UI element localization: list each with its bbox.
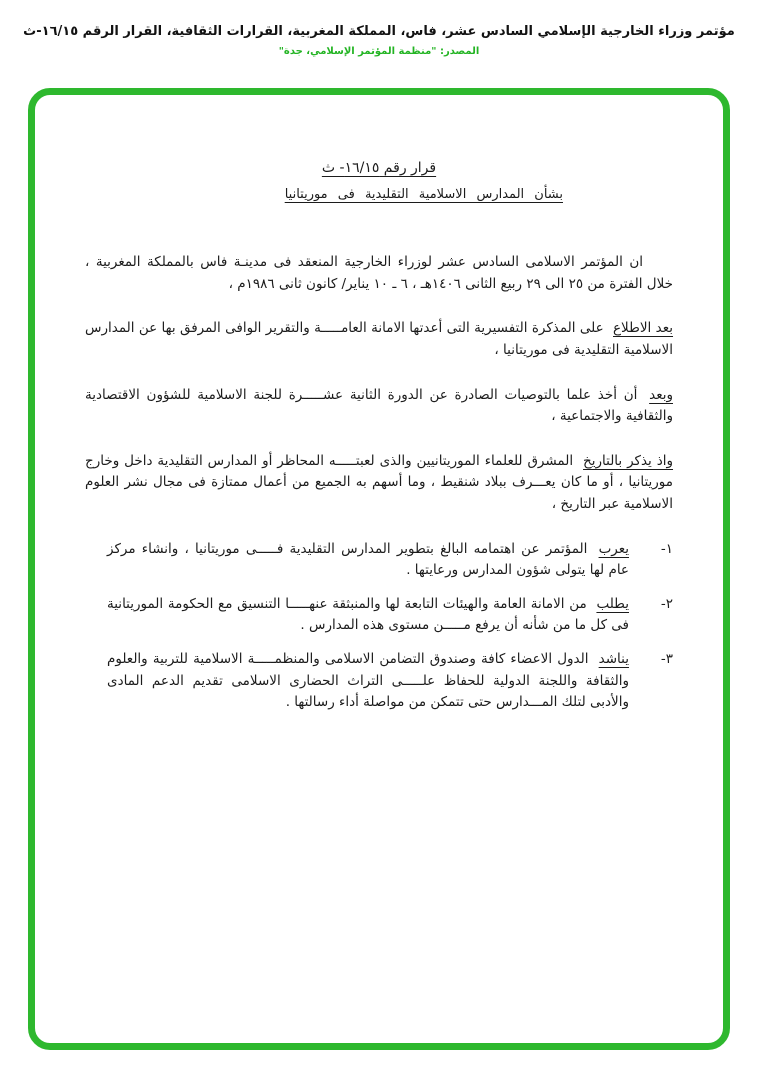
resolution-subject-text: بشأن المدارس الاسلامية التقليدية فى موريتانيا xyxy=(284,187,563,203)
item-lead: يعرب xyxy=(598,540,629,557)
item-body: المؤتمر عن اهتمامه البالغ بتطوير المدارس التقليدية فـــــى موريتانيا ، وانشاء مركز عام لها يتولى شؤون المدارس ورعايتها . xyxy=(107,540,629,579)
item-text xyxy=(107,539,629,582)
paragraph-text: ان المؤتمر الاسلامى السادس عشر لوزراء الخارجية المنعقد فى مدينـة فاس بالمملكة المغربية ، خلال الفترة من ٢٥ الى ٢٩ ربيع الثانى ١٤٠٦هـ ، ٦ ـ ١٠ يناير/ كانون ثانى ١٩٨٦م ، xyxy=(85,254,673,292)
item-number: ٢- xyxy=(660,595,673,612)
resolution-number-text: قرار رقم ١٦/١٥- ث xyxy=(321,160,437,176)
item-number: ١- xyxy=(660,540,673,557)
list-item xyxy=(107,594,673,637)
paragraph-having-examined xyxy=(85,318,673,361)
scanned-document-frame xyxy=(28,88,730,1050)
paragraph-text: المشرق للعلماء الموريتانيين والذى لعبتـــــه المحاظر أو المدارس التقليدية داخل وخارج موريتانيا ، أو ما كان يعـــرف ببلاد شنقيط ، وما أسهم به الجميع من أعمال ممتازة فى مجال نشر العلوم الاسلامية عبر التاريخ ، xyxy=(85,452,673,512)
list-item xyxy=(107,539,673,582)
paragraph-lead: واذ يذكر بالتاريخ xyxy=(583,452,674,469)
item-lead: يطلب xyxy=(596,595,629,612)
paragraph-lead: بعد الاطلاع xyxy=(613,320,674,337)
item-body: الدول الاعضاء كافة وصندوق التضامن الاسلامى والمنظمـــــة الاسلامية للتربية والعلوم والثقافة واللجنة الدولية للحفاظ علـــــى التراث الحضارى الاسلامى تقديم الدعم المادى والأدبى لتلك المـــدارس حتى تتمكن من مواصلة أداء رسالتها . xyxy=(107,650,629,711)
item-text xyxy=(107,594,629,637)
paragraph-lead: وبعد xyxy=(649,386,673,403)
document-body xyxy=(35,95,723,714)
list-item xyxy=(107,649,673,714)
paragraph-text: على المذكرة التفسيرية التى أعدتها الامانة العامـــــة والتقرير الوافى المرفق بها عن المدارس الاسلامية التقليدية فى موريتانيا ، xyxy=(85,320,673,358)
paragraph-text: أن أخذ علما بالتوصيات الصادرة عن الدورة الثانية عشـــــرة للجنة الاسلامية للشؤون الاقتصادية والثقافية والاجتماعية ، xyxy=(85,386,673,425)
resolution-items-list xyxy=(85,539,673,714)
resolution-subject-title xyxy=(85,185,563,206)
resolution-number-title xyxy=(85,157,673,179)
source-attribution: المصدر: "منظمة المؤتمر الإسلامي، جدة" xyxy=(278,46,480,57)
paragraph-having-noted xyxy=(85,385,673,428)
item-number: ٣- xyxy=(660,650,673,667)
item-text xyxy=(107,649,629,714)
paragraph-recalling xyxy=(85,451,673,516)
page-header-title: مؤتمر وزراء الخارجية الإسلامي السادس عشر، فاس، المملكة المغربية، القرارات الثقافية، القرار الرقم ١٦/١٥-ث xyxy=(23,24,735,39)
paragraph-preamble xyxy=(85,252,673,295)
item-lead: يناشد xyxy=(598,650,629,667)
item-body: من الامانة العامة والهيئات التابعة لها والمنبثقة عنهـــــا التنسيق مع الحكومة الموريتانية فى كل ما من شأنه أن يرفع مـــــن مستوى هذه المدارس . xyxy=(107,595,629,634)
